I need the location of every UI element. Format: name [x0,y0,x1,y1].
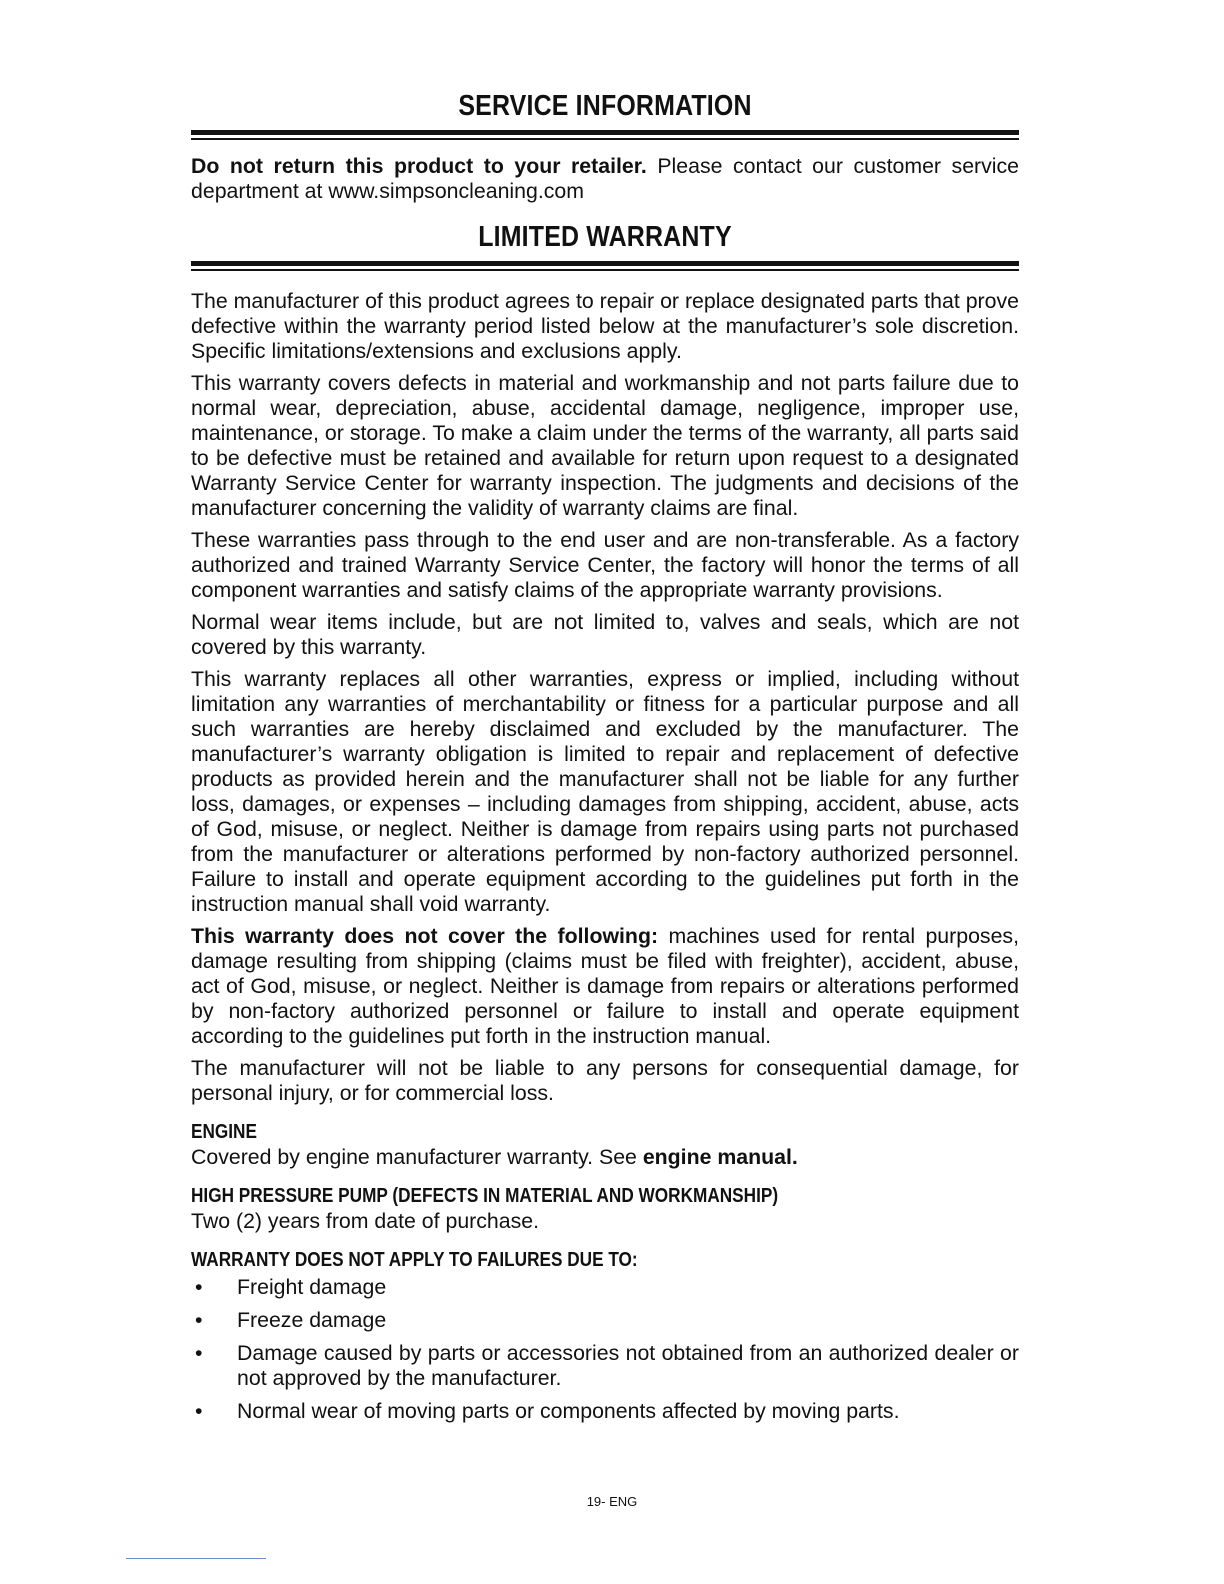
warranty-paragraph-6 [191,924,1019,1049]
bullet-icon: • [195,1399,203,1423]
list-item [191,1399,1019,1424]
service-contact-paragraph [191,154,1019,204]
title-rule-thin [191,269,1019,271]
list-item [191,1341,1019,1391]
warranty-paragraph-4: Normal wear items include, but are not limited to, valves and seals, which are not covered by this warranty. [191,610,1019,659]
not-covered-label: This warranty does not cover the following: [191,924,659,948]
warranty-paragraph-1: The manufacturer of this product agrees to repair or replace designated parts that prove defective within the warranty period listed below at the manufacturer’s sole discretion. Specific limitations/extensions and exclusions apply. [191,289,1019,363]
not-covered-text: machines used for rental purposes, damage resulting from shipping (claims must be filed with freighter), accident, abuse, act of God, misuse, or neglect. Neither is damage from repairs or alterations performed by non-factory authorized personnel or failure to install and operate equipment according to the guidelines put forth in the instruction manual. [191,924,1019,1048]
bullet-icon: • [195,1308,203,1332]
document-page [191,88,1019,1424]
bullet-icon: • [195,1275,203,1299]
bullet-icon: • [195,1341,203,1365]
engine-heading: ENGINE [191,1121,257,1143]
warranty-paragraph-2: This warranty covers defects in material and workmanship and not parts failure due to normal wear, depreciation, abuse, accidental damage, negligence, improper use, maintenance, or storage. To make a claim under the terms of the warranty, all parts said to be defective must be retained and available for return upon request to a designated Warranty Service Center for warranty inspection. The judgments and decisions of the manufacturer concerning the validity of warranty claims are final. [191,371,1019,520]
list-item-text: Freeze damage [237,1308,387,1332]
return-warning: Do not return this product to your retailer. [191,154,647,178]
list-item [191,1308,1019,1333]
pump-text: Two (2) years from date of purchase. [191,1209,539,1233]
engine-manual-ref: engine manual. [642,1145,798,1169]
warranty-paragraph-5: This warranty replaces all other warranties, express or implied, including without limitation any warranties of merchantability or fitness for a particular purpose and all such warranties are hereby disclaimed and excluded by the manufacturer. The manufacturer’s warranty obligation is limited to repair and replacement of defective products as provided herein and the manufacturer shall not be liable for any further loss, damages, or expenses – including damages from shipping, accident, abuse, acts of God, misuse, or neglect. Neither is damage from repairs using parts not purchased from the manufacturer or alterations performed by non-factory authorized personnel. Failure to install and operate equipment according to the guidelines put forth in the instruction manual shall void warranty. [191,667,1019,916]
divider [126,1558,266,1559]
limited-warranty-title: LIMITED WARRANTY [478,221,732,253]
list-item-text: Damage caused by parts or accessories not obtained from an authorized dealer or not approved by the manufacturer. [237,1341,1019,1390]
list-item-text: Normal wear of moving parts or components affected by moving parts. [237,1399,900,1423]
warranty-paragraph-3: These warranties pass through to the end user and are non-transferable. As a factory authorized and trained Warranty Service Center, the factory will honor the terms of all component warranties and satisfy claims of the appropriate warranty provisions. [191,528,1019,602]
warranty-paragraph-7: The manufacturer will not be liable to any persons for consequential damage, for personal injury, or for commercial loss. [191,1056,1019,1105]
contact-text: Please contact our customer service department at www.simpsoncleaning.com [191,154,1019,203]
page-number: 19- ENG [586,1494,638,1509]
engine-text-plain: Covered by engine manufacturer warranty. See [191,1145,643,1169]
list-item-text: Freight damage [237,1275,387,1299]
engine-text [191,1145,1019,1170]
list-item [191,1275,1019,1300]
title-rule-thick [191,130,1019,135]
title-rule-thick [191,261,1019,266]
title-rule-thin [191,138,1019,140]
exclusions-list [191,1275,1019,1424]
service-information-title: SERVICE INFORMATION [458,90,752,122]
pump-heading: HIGH PRESSURE PUMP (DEFECTS IN MATERIAL AND WORKMANSHIP) [191,1185,779,1207]
exclusions-heading: WARRANTY DOES NOT APPLY TO FAILURES DUE TO: [191,1249,638,1271]
